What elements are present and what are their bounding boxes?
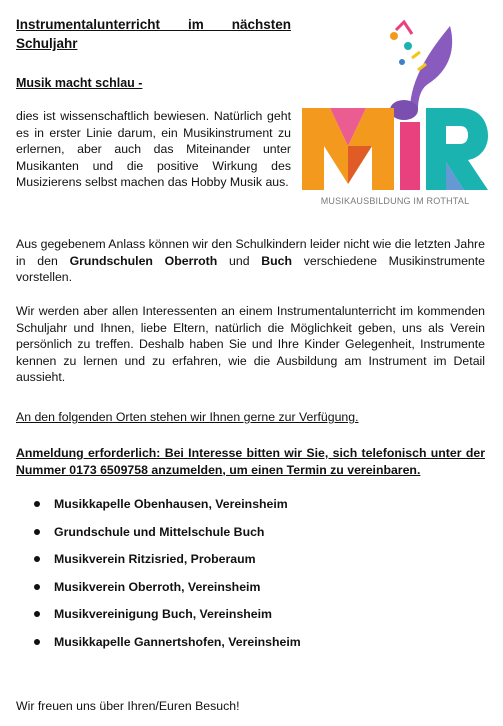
school-oberroth: Grundschulen Oberroth [69,253,218,268]
logo-letter-r [426,108,488,190]
closing-line: Wir freuen uns über Ihren/Euren Besuch! [16,699,240,713]
bullet-icon [34,501,40,507]
list-item: Musikverein Ritzisried, Proberaum [34,551,301,579]
school-buch: Buch [261,253,293,268]
logo-caption: MUSIKAUSBILDUNG IM ROTHTAL [320,196,470,206]
logo-letter-m [302,108,394,190]
list-item: Musikvereinigung Buch, Vereinsheim [34,606,301,634]
locations-list [34,496,301,661]
mir-logo [300,18,490,208]
intro-paragraph: dies ist wissenschaftlich bewiesen. Natürlich geht es in erster Linie darum, ein Musikinstrument zu erlernen, aber auch das Miteinander unter Musikanten und die positive Wirkung des Musizierens selbst machen das Hobby Musik aus. [16,109,291,189]
logo-letter-i [400,122,420,190]
title-line-1: Instrumentalunterricht im nächsten [16,17,291,32]
registration-notice: Anmeldung erforderlich: Bei Interesse bitten wir Sie, sich telefonisch unter der Nummer 0173 6509758 anzumelden, um einen Termin zu vereinbaren. [16,446,485,477]
title-line-2: Schuljahr [16,36,78,51]
list-item: Grundschule und Mittelschule Buch [34,524,301,552]
list-item: Musikkapelle Obenhausen, Vereinsheim [34,496,301,524]
music-note-icon [390,22,452,120]
subtitle: Musik macht schlau - [16,76,143,90]
paragraph-locations-intro: An den folgenden Orten stehen wir Ihnen gerne zur Verfügung. [16,410,359,424]
paragraph-meeting: Wir werden aber allen Interessenten an einem Instrumentalunterricht im kommenden Schuljahr und Ihnen, liebe Eltern, natürlich die Möglichkeit geben, uns als Verein persönlich zu treffen. Deshalb haben Sie und Ihre Kinder Gelegenheit, Instrumente kennen zu lernen und zu erfahren, wie die Ausbildung am Instrument im Detail aussieht. [16,304,485,384]
bullet-icon [34,556,40,562]
list-item: Musikkapelle Gannertshofen, Vereinsheim [34,634,301,662]
bullet-icon [34,639,40,645]
paragraph-schools: Aus gegebenem Anlass können wir den Schulkindern leider nicht wie die letzten Jahre in den Grundschulen Oberroth und Buch verschiedene Musikinstrumente vorstellen. [16,237,486,284]
bullet-icon [34,611,40,617]
document-title [16,15,291,53]
list-item: Musikverein Oberroth, Vereinsheim [34,579,301,607]
bullet-icon [34,529,40,535]
bullet-icon [34,584,40,590]
